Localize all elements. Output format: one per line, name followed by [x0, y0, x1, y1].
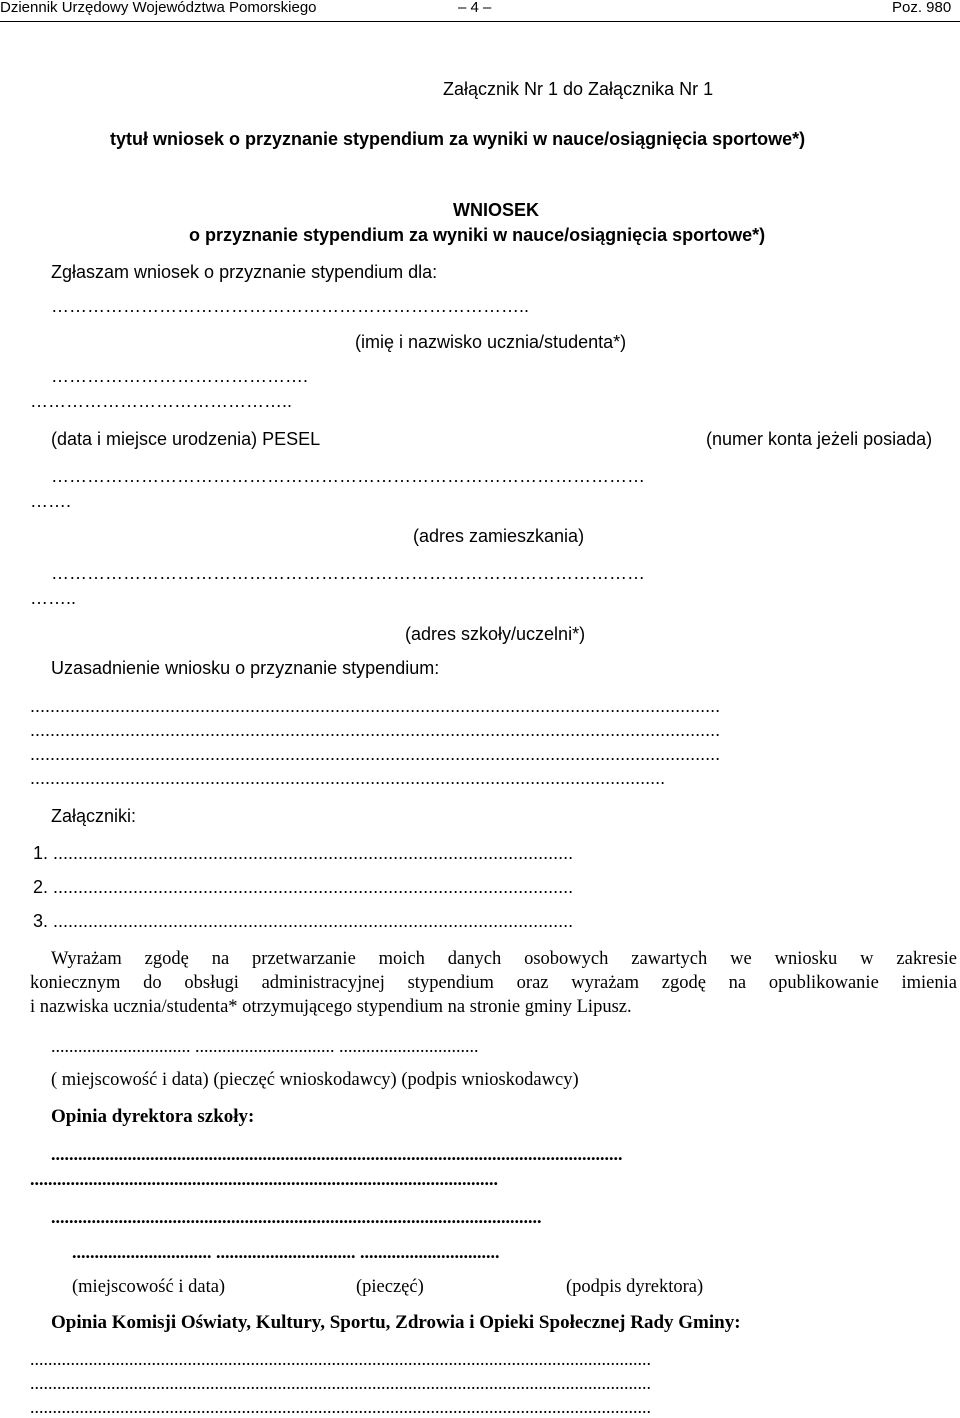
director-line: ............................................................................................................................... — [51, 1145, 623, 1163]
account-label: (numer konta jeżeli posiada) — [706, 429, 933, 449]
document-subject: tytuł wniosek o przyznanie stypendium za wyniki w nauce/osiągnięcia sportowe*) — [110, 129, 806, 149]
director-signature-dots: ............................... ............................... ............................... — [72, 1243, 500, 1261]
journal-name: Dziennik Urzędowy Województwa Pomorskiego — [0, 0, 317, 16]
position-number: Poz. 980 — [892, 0, 952, 16]
form-intro: Zgłaszam wniosek o przyznanie stypendium dla: — [51, 262, 438, 282]
address-label: (adres zamieszkania) — [413, 526, 585, 546]
attachment-line: 2. ........................................................................................................ — [33, 878, 574, 896]
director-heading: Opinia dyrektora szkoły: — [51, 1106, 255, 1127]
consent-line-1: Wyrażam zgodę na przetwarzanie moich danych osobowych zawartych we wniosku w zakresie — [51, 949, 957, 969]
form-heading: WNIOSEK — [453, 200, 540, 220]
consent-line-2: koniecznym do obsługi administracyjnej stypendium oraz wyrażam zgodę na opublikowanie imienia — [30, 973, 957, 993]
consent-line-3: i nazwiska ucznia/studenta* otrzymującego stypendium na stronie gminy Lipusz. — [30, 997, 632, 1017]
address-dotted-line-end: ……. — [30, 492, 72, 510]
address-dotted-line: ……………………………………………………………………………………… — [51, 467, 645, 485]
justification-line: .......................................................................................................................................... — [30, 721, 721, 739]
name-label: (imię i nazwisko ucznia/studenta*) — [355, 332, 627, 352]
director-sig-stamp-label: (pieczęć) — [356, 1277, 424, 1297]
attachments-label: Załączniki: — [51, 806, 137, 826]
signature-dotted-line: ............................... ............................... ............................... — [51, 1037, 479, 1055]
director-line: ............................................................................................................. — [51, 1208, 542, 1226]
pesel-dotted-line: …………………………………….. — [30, 392, 293, 410]
director-line: ........................................................................................................ — [30, 1170, 498, 1188]
director-sig-sign-label: (podpis dyrektora) — [566, 1277, 704, 1297]
signature-label: ( miejscowość i data) (pieczęć wnioskodawcy) (podpis wnioskodawcy) — [51, 1070, 579, 1090]
annex-title: Załącznik Nr 1 do Załącznika Nr 1 — [443, 79, 714, 99]
birth-pesel-label: (data i miejsce urodzenia) PESEL — [51, 429, 321, 449]
commission-heading: Opinia Komisji Oświaty, Kultury, Sportu, Zdrowia i Opieki Społecznej Rady Gminy: — [51, 1312, 741, 1333]
justification-line: .......................................................................................................................................... — [30, 745, 721, 763]
commission-line: .......................................................................................................................................... — [30, 1374, 651, 1392]
birth-dotted-line: ……………………………………. — [51, 367, 309, 385]
name-dotted-line: …………………………………………………………………….. — [51, 297, 530, 315]
header-rule — [0, 21, 960, 22]
justification-line: .......................................................................................................................................... — [30, 697, 721, 715]
attachment-line: 3. ........................................................................................................ — [33, 912, 574, 930]
director-sig-place-label: (miejscowość i data) — [72, 1277, 226, 1297]
justification-line: ............................................................................................................................... — [30, 769, 666, 787]
school-label: (adres szkoły/uczelni*) — [405, 624, 586, 644]
school-dotted-line-end: …….. — [30, 589, 77, 607]
form-subheading: o przyznanie stypendium za wyniki w nauce/osiągnięcia sportowe*) — [189, 225, 766, 245]
school-dotted-line: ……………………………………………………………………………………… — [51, 564, 645, 582]
page-number: – 4 – — [458, 0, 492, 16]
commission-line: .......................................................................................................................................... — [30, 1350, 651, 1368]
justification-label: Uzasadnienie wniosku o przyznanie stypendium: — [51, 658, 440, 678]
commission-line: .......................................................................................................................................... — [30, 1398, 651, 1416]
attachment-line: 1. ........................................................................................................ — [33, 844, 574, 862]
